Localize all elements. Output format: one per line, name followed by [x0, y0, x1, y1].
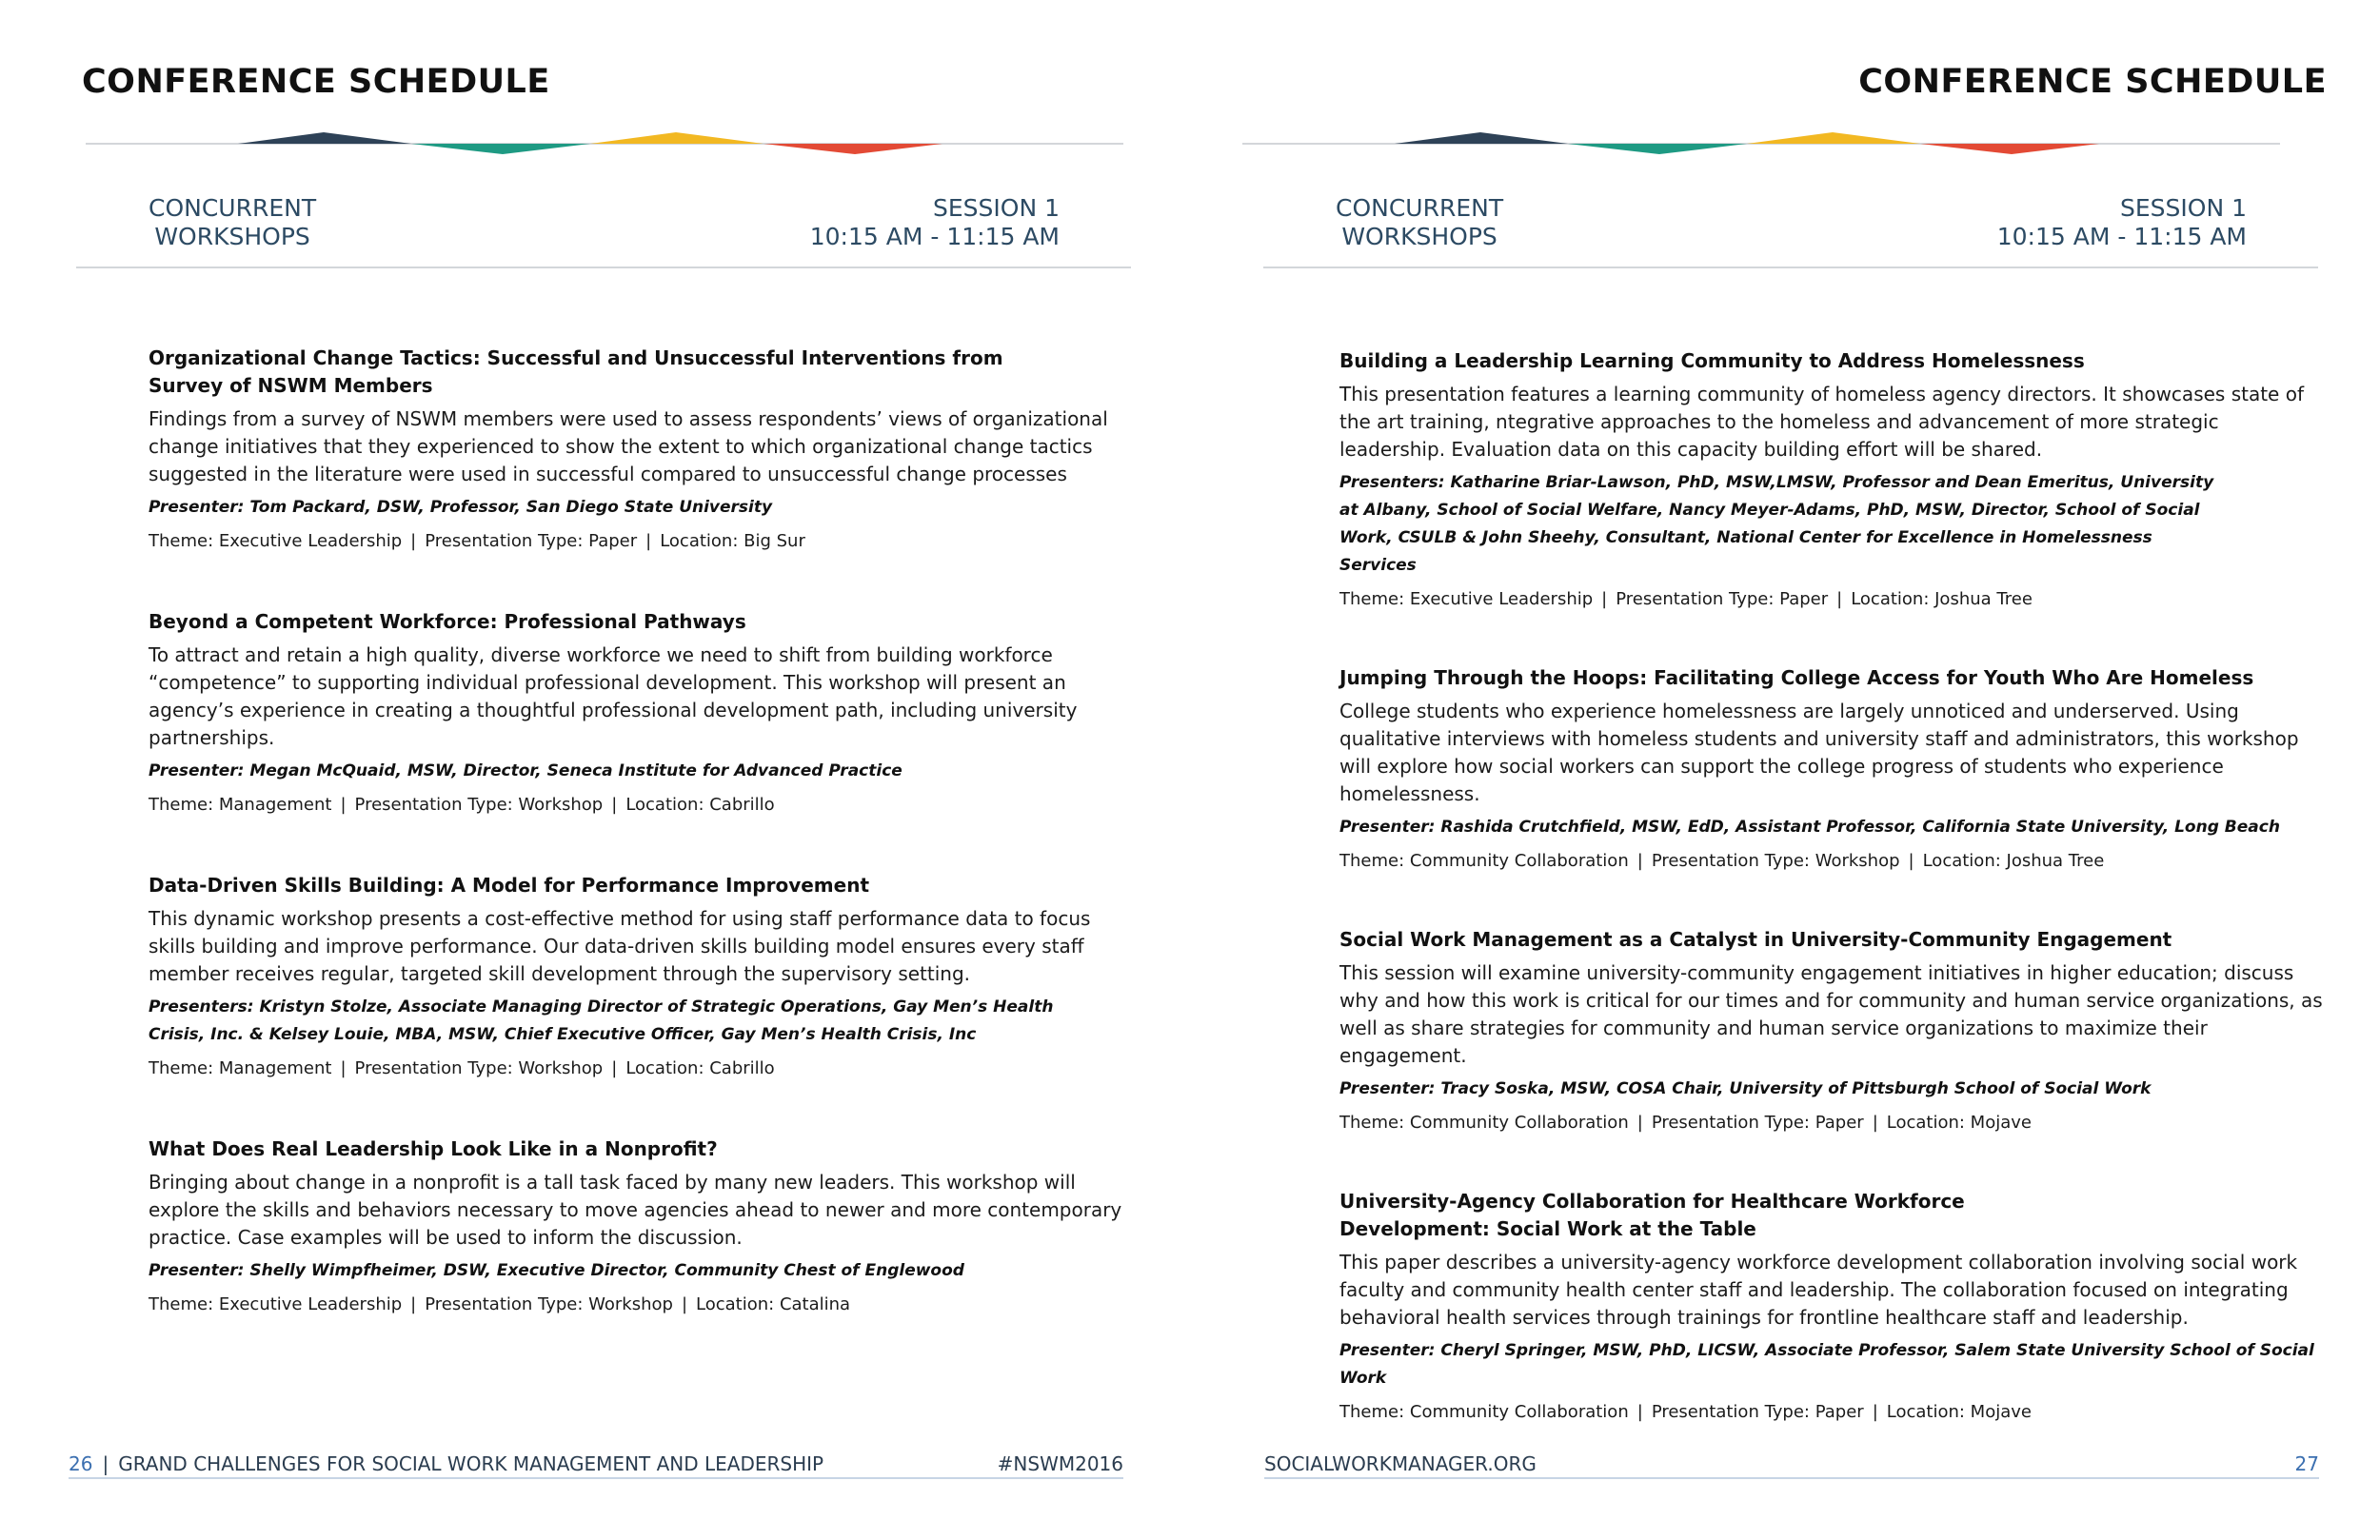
workshop-theme: Theme: Executive Leadership: [1339, 589, 1594, 609]
workshop-meta: Theme: Community Collaboration | Presentation Type: Workshop | Location: Joshua Tree: [1339, 851, 2105, 871]
page-number: 26: [69, 1452, 93, 1475]
workshop-location: Location: Big Sur: [660, 531, 805, 551]
session-time: 10:15 AM - 11:15 AM: [1996, 223, 2247, 250]
workshop-presenter: Presenter: Megan McQuaid, MSW, Director, Seneca Institute for Advanced Practice: [149, 761, 902, 780]
teal-triangle: [411, 144, 590, 154]
workshop-type: Presentation Type: Workshop: [425, 1294, 673, 1314]
workshop-meta: Theme: Executive Leadership | Presentation Type: Paper | Location: Big Sur: [149, 531, 805, 551]
teal-triangle: [1568, 144, 1747, 154]
session-label: SESSION 1: [932, 194, 1060, 222]
workshop-meta: Theme: Executive Leadership | Presentation Type: Workshop | Location: Catalina: [149, 1294, 851, 1314]
workshop-location: Location: Joshua Tree: [1922, 851, 2105, 871]
workshop-location: Location: Catalina: [696, 1294, 851, 1314]
workshop-title: Building a Leadership Learning Community to Address Homelessness: [1339, 349, 2085, 372]
workshop-type: Presentation Type: Workshop: [354, 1058, 604, 1078]
workshop-title: Beyond a Competent Workforce: Professional Pathways: [149, 610, 746, 633]
workshop-entry: [149, 345, 1139, 555]
workshop-theme: Theme: Community Collaboration: [1339, 1402, 1629, 1422]
workshop-description: College students who experience homelessness are largely unnoticed and underserved. Using qualitative interviews with homeless students and university staff and administrators, this workshop will explore how social workers can support the college progress of students who experience homelessness.: [1339, 700, 2299, 805]
decorative-triangle-band: [86, 128, 1123, 160]
workshop-location: Location: Mojave: [1886, 1113, 2032, 1133]
red-triangle: [764, 144, 942, 154]
workshop-title: Jumping Through the Hoops: Facilitating College Access for Youth Who Are Homeless: [1339, 666, 2254, 689]
workshop-description: Findings from a survey of NSWM members were used to assess respondents’ views of organizational change initiatives that they experienced to show the extent to which organizational change tactics suggested in the literature were used in successful compared to unsuccessful change processes: [149, 407, 1108, 485]
workshop-meta: Theme: Management | Presentation Type: Workshop | Location: Cabrillo: [149, 795, 775, 815]
yellow-triangle: [1747, 132, 1920, 144]
workshop-type: Presentation Type: Workshop: [354, 795, 604, 815]
workshop-description: This session will examine university-community engagement initiatives in higher education; discuss why and how this work is critical for our times and for community and human service organizations, as well as share strategies for community and human service organizations to maximize their engagement.: [1339, 961, 2323, 1067]
session-header: [76, 192, 1131, 268]
workshop-entry: [149, 608, 1139, 819]
workshop-presenter: Presenter: Tom Packard, DSW, Professor, San Diego State University: [149, 498, 773, 517]
workshop-theme: Theme: Executive Leadership: [149, 531, 403, 551]
workshop-presenter: Presenter: Shelly Wimpfheimer, DSW, Executive Director, Community Chest of Englewood: [149, 1261, 964, 1280]
workshop-presenter: Presenters: Kristyn Stolze, Associate Managing Director of Strategic Operations, Gay Men’s Health Crisis, Inc. & Kelsey Louie, MBA, MSW, Chief Executive Officer, Gay Men’s Health Crisis, Inc: [149, 997, 1054, 1044]
workshop-title: Data-Driven Skills Building: A Model for Performance Improvement: [149, 874, 870, 897]
workshop-presenter: Presenter: Cheryl Springer, MSW, PhD, LICSW, Associate Professor, Salem State University School of Social Work: [1339, 1341, 2314, 1388]
session-label: SESSION 1: [2119, 194, 2247, 222]
workshop-location: Location: Cabrillo: [625, 795, 775, 815]
page-footer: [1264, 1451, 2319, 1479]
right-page: [1190, 0, 2380, 1540]
workshop-type: Presentation Type: Paper: [425, 531, 638, 551]
workshop-theme: Theme: Executive Leadership: [149, 1294, 403, 1314]
workshop-meta: Theme: Management | Presentation Type: Workshop | Location: Cabrillo: [149, 1058, 775, 1078]
workshop-description: To attract and retain a high quality, diverse workforce we need to shift from building workforce “competence” to supporting individual professional development. This workshop will present an agency’s experience in creating a thoughtful professional development path, including university partnerships.: [149, 643, 1078, 749]
page-title: CONFERENCE SCHEDULE: [1858, 63, 2327, 101]
workshop-location: Location: Cabrillo: [625, 1058, 775, 1078]
workshop-meta: Theme: Community Collaboration | Presentation Type: Paper | Location: Mojave: [1339, 1402, 2032, 1422]
footer-website: SOCIALWORKMANAGER.ORG: [1264, 1452, 1537, 1475]
workshop-type: Presentation Type: Paper: [1651, 1113, 1864, 1133]
session-type: CONCURRENT WORKSHOPS: [1336, 194, 1504, 250]
workshop-theme: Theme: Community Collaboration: [1339, 1113, 1629, 1133]
workshop-theme: Theme: Management: [149, 1058, 332, 1078]
red-triangle: [1920, 144, 2099, 154]
workshop-type: Presentation Type: Workshop: [1651, 851, 1900, 871]
workshop-theme: Theme: Management: [149, 795, 332, 815]
publication-title: GRAND CHALLENGES FOR SOCIAL WORK MANAGEMENT AND LEADERSHIP: [118, 1452, 824, 1475]
session-info: [1997, 194, 2247, 251]
decorative-triangle-band: [1242, 128, 2280, 160]
workshop-theme: Theme: Community Collaboration: [1339, 851, 1629, 871]
footer-hashtag: #NSWM2016: [997, 1452, 1123, 1475]
yellow-triangle: [590, 132, 764, 144]
navy-triangle: [238, 132, 411, 144]
session-time: 10:15 AM - 11:15 AM: [809, 223, 1060, 250]
footer-divider: |: [102, 1452, 109, 1475]
footer-left: [69, 1451, 823, 1477]
session-header: [1263, 192, 2318, 268]
workshop-list: [149, 345, 1139, 1318]
session-type: CONCURRENT WORKSHOPS: [149, 194, 317, 250]
workshop-type: Presentation Type: Paper: [1651, 1402, 1864, 1422]
workshop-presenter: Presenter: Tracy Soska, MSW, COSA Chair, University of Pittsburgh School of Social Work: [1339, 1079, 2152, 1098]
workshop-title: Organizational Change Tactics: Successful and Unsuccessful Interventions from Survey of NSWM Members: [149, 346, 1003, 397]
workshop-description: This paper describes a university-agency workforce development collaboration involving social work faculty and community health center staff and leadership. The collaboration focused on integrating behavioral health services through trainings for frontline healthcare staff and leadership.: [1339, 1251, 2298, 1329]
workshop-title: Social Work Management as a Catalyst in University-Community Engagement: [1339, 928, 2172, 951]
workshop-presenter: Presenter: Rashida Crutchfield, MSW, EdD, Assistant Professor, California State University, Long Beach: [1339, 818, 2280, 837]
workshop-entry: [149, 1135, 1139, 1318]
workshop-title: What Does Real Leadership Look Like in a Nonprofit?: [149, 1137, 718, 1160]
workshop-type: Presentation Type: Paper: [1616, 589, 1829, 609]
workshop-location: Location: Joshua Tree: [1851, 589, 2033, 609]
page-footer: [69, 1451, 1123, 1479]
workshop-description: Bringing about change in a nonprofit is a tall task faced by many new leaders. This workshop will explore the skills and behaviors necessary to move agencies ahead to newer and more contemporary practice. Case examples will be used to inform the discussion.: [149, 1171, 1122, 1249]
workshop-list: [1339, 347, 2330, 1426]
page-title: CONFERENCE SCHEDULE: [82, 63, 550, 101]
workshop-presenter: Presenters: Katharine Briar-Lawson, PhD, MSW,LMSW, Professor and Dean Emeritus, University at Albany, School of Social Welfare, Nancy Meyer-Adams, PhD, MSW, Director, School of Social Work, CSULB & John Sheehy, Consultant, National Center for Excellence in Homelessness Services: [1339, 473, 2214, 575]
navy-triangle: [1395, 132, 1568, 144]
page-number: 27: [2294, 1452, 2319, 1475]
workshop-entry: [1339, 347, 2330, 613]
session-info: [810, 194, 1060, 251]
workshop-title: University-Agency Collaboration for Healthcare Workforce Development: Social Work at the Table: [1339, 1190, 1965, 1240]
workshop-entry: [1339, 926, 2330, 1136]
workshop-entry: [1339, 664, 2330, 875]
workshop-meta: Theme: Executive Leadership | Presentation Type: Paper | Location: Joshua Tree: [1339, 589, 2033, 609]
workshop-description: This dynamic workshop presents a cost-effective method for using staff performance data to focus skills building and improve performance. Our data-driven skills building model ensures every staff member receives regular, targeted skill development through the supervisory setting.: [149, 907, 1091, 985]
workshop-entry: [149, 872, 1139, 1082]
workshop-location: Location: Mojave: [1886, 1402, 2032, 1422]
workshop-description: This presentation features a learning community of homeless agency directors. It showcases state of the art training, ntegrative approaches to the homeless and advancement of more strategic leadership. Evaluation data on this capacity building effort will be shared.: [1339, 383, 2304, 461]
workshop-entry: [1339, 1188, 2330, 1426]
workshop-meta: Theme: Community Collaboration | Presentation Type: Paper | Location: Mojave: [1339, 1113, 2032, 1133]
